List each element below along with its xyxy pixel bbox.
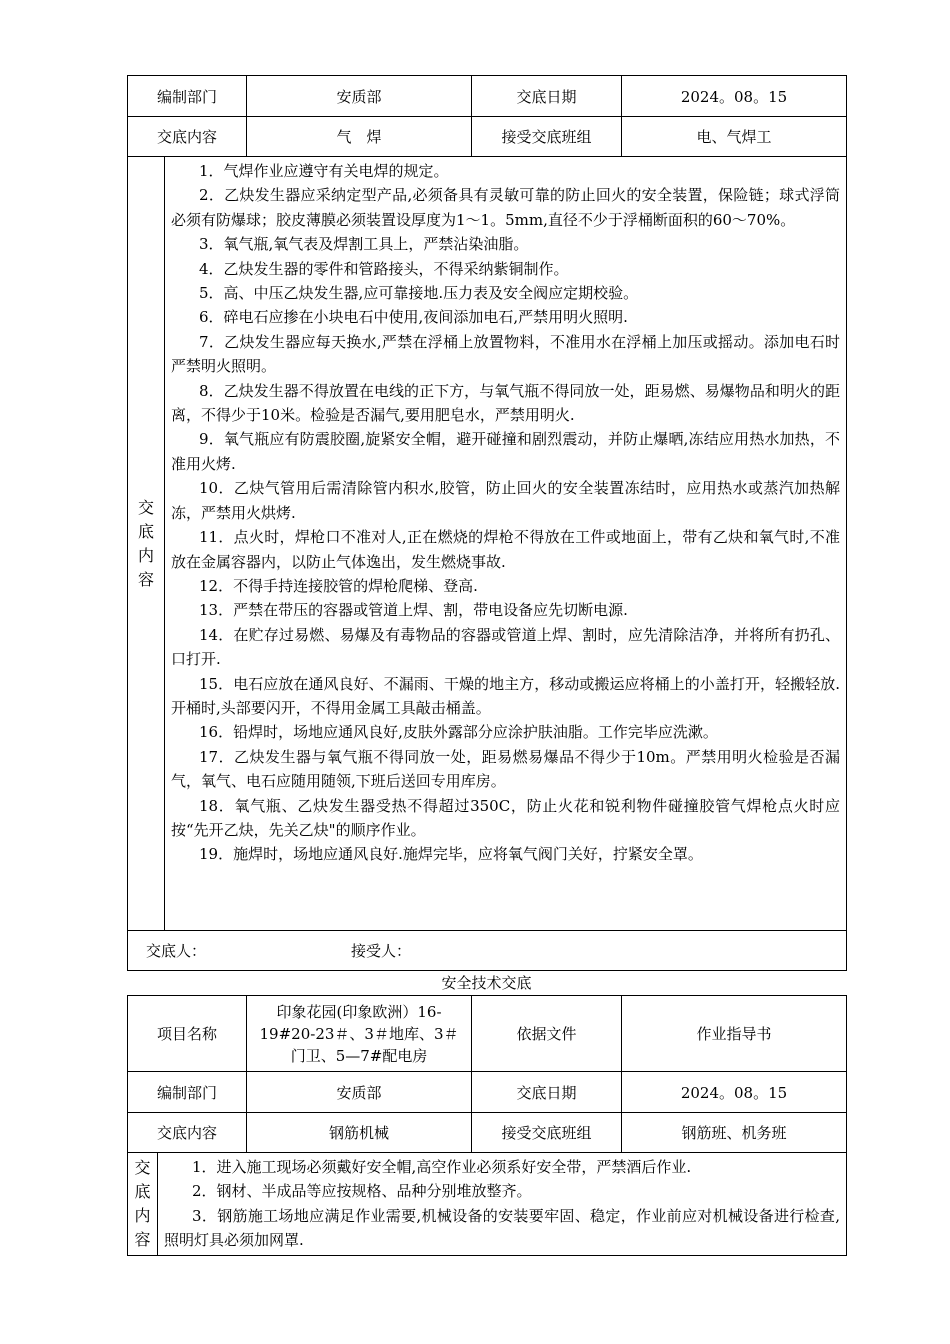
list-item: 6．碎电石应掺在小块电石中使用,夜间添加电石,严禁用明火照明.	[199, 308, 628, 327]
date-value: 2024。08。15	[622, 76, 847, 117]
list-item: 19．施焊时，场地应通风良好.施焊完毕，应将氧气阀门关好，拧紧安全罩。	[199, 845, 703, 864]
list-item: 1．气焊作业应遵守有关电焊的规定。	[199, 162, 449, 180]
dept-value: 安质部	[247, 1072, 472, 1113]
briefing-content	[165, 157, 847, 931]
list-item: 2．乙炔发生器应采纳定型产品,必须备具有灵敏可靠的防止回火的安全装置，保险链；球式浮筒必须有防爆球；胶皮薄膜必须装置设厚度为1～1。5mm,直径不少于浮桶断面积的60～70%。	[171, 186, 841, 229]
safety-briefing-table-welding	[127, 75, 847, 971]
side-label: 交 底 内 容	[128, 157, 165, 931]
list-item: 8．乙炔发生器不得放置在电线的正下方，与氧气瓶不得同放一处，距易燃、易爆物品和明火的距离，不得少于10米。检验是否漏气,要用肥皂水，严禁用明火.	[171, 381, 841, 425]
list-item: 15．电石应放在通风良好、不漏雨、干燥的地主方，移动或搬运应将桶上的小盖打开，轻搬轻放.开桶时,头部要闪开，不得用金属工具敲击桶盖。	[171, 674, 841, 717]
signature-row	[128, 931, 847, 971]
content-label: 交底内容	[128, 1113, 247, 1153]
group-label: 接受交底班组	[472, 117, 622, 157]
basis-value: 作业指导书	[622, 996, 847, 1072]
receiver-label: 接受人：	[351, 942, 412, 960]
list-item: 10．乙炔气管用后需清除管内积水,胶管，防止回火的安全装置冻结时，应用热水或蒸汽加热解冻，严禁用火烘烤.	[171, 479, 841, 522]
list-item: 3．氧气瓶,氧气表及焊割工具上，严禁沾染油脂。	[199, 235, 529, 254]
content-value: 气 焊	[247, 117, 472, 157]
list-item: 13．严禁在带压的容器或管道上焊、割，带电设备应先切断电源.	[199, 601, 628, 620]
group-value: 电、气焊工	[622, 117, 847, 157]
project-value: 印象花园(印象欧洲）16- 19#20-23＃、3＃地库、3＃ 门卫、5—7#配电房	[247, 996, 472, 1072]
list-item: 9．氧气瓶应有防震胶圈,旋紧安全帽，避开碰撞和剧烈震动，并防止爆晒,冻结应用热水加热，不准用火烤.	[171, 430, 841, 473]
list-item: 12．不得手持连接胶管的焊枪爬梯、登高.	[199, 576, 478, 595]
project-label: 项目名称	[128, 996, 247, 1072]
content-label: 交底内容	[128, 117, 247, 157]
dept-value: 安质部	[247, 76, 472, 117]
list-item: 7．乙炔发生器应每天换水,严禁在浮桶上放置物料，不准用水在浮桶上加压或摇动。添加电石时严禁明火照明。	[171, 332, 841, 376]
list-item: 17．乙炔发生器与氧气瓶不得同放一处，距易燃易爆品不得少于10m。严禁用明火检验是否漏气，氧气、电石应随用随领,下班后送回专用库房。	[171, 747, 841, 791]
side-label: 交 底 内 容	[128, 1153, 158, 1256]
section-caption: 安全技术交底	[441, 974, 532, 992]
group-value: 钢筋班、机务班	[622, 1113, 847, 1153]
list-item: 16．铅焊时，场地应通风良好,皮肤外露部分应涂护肤油脂。工作完毕应洗漱。	[199, 723, 718, 742]
date-label: 交底日期	[472, 1072, 622, 1113]
list-item: 1．进入施工现场必须戴好安全帽,高空作业必须系好安全带，严禁酒后作业.	[192, 1158, 692, 1176]
content-value: 钢筋机械	[247, 1113, 472, 1153]
list-item: 14．在贮存过易燃、易爆及有毒物品的容器或管道上焊、割时，应先清除洁净，并将所有扔孔、口打开.	[171, 625, 841, 669]
list-item: 5．高、中压乙炔发生器,应可靠接地.压力表及安全阀应定期校验。	[199, 284, 639, 303]
briefing-content	[158, 1153, 847, 1256]
safety-briefing-table-rebar	[127, 995, 847, 1256]
dept-label: 编制部门	[128, 76, 247, 117]
list-item: 18．氧气瓶、乙炔发生器受热不得超过350C，防止火花和锐利物件碰撞胶管气焊枪点火时应按“先开乙炔，先关乙炔"的顺序作业。	[171, 796, 841, 839]
group-label: 接受交底班组	[472, 1113, 622, 1153]
giver-label: 交底人：	[146, 942, 207, 960]
basis-label: 依据文件	[472, 996, 622, 1072]
date-label: 交底日期	[472, 76, 622, 117]
list-item: 3．钢筋施工场地应满足作业需要,机械设备的安装要牢固、稳定，作业前应对机械设备进行检查,照明灯具必须加网罩.	[164, 1206, 841, 1250]
list-item: 11．点火时，焊枪口不准对人,正在燃烧的焊枪不得放在工件或地面上，带有乙炔和氧气时,不准放在金属容器内，以防止气体逸出，发生燃烧事故.	[171, 528, 841, 571]
list-item: 4．乙炔发生器的零件和管路接头，不得采纳紫铜制作。	[199, 259, 569, 278]
dept-label: 编制部门	[128, 1072, 247, 1113]
list-item: 2．钢材、半成品等应按规格、品种分别堆放整齐。	[192, 1182, 532, 1201]
date-value: 2024。08。15	[622, 1072, 847, 1113]
